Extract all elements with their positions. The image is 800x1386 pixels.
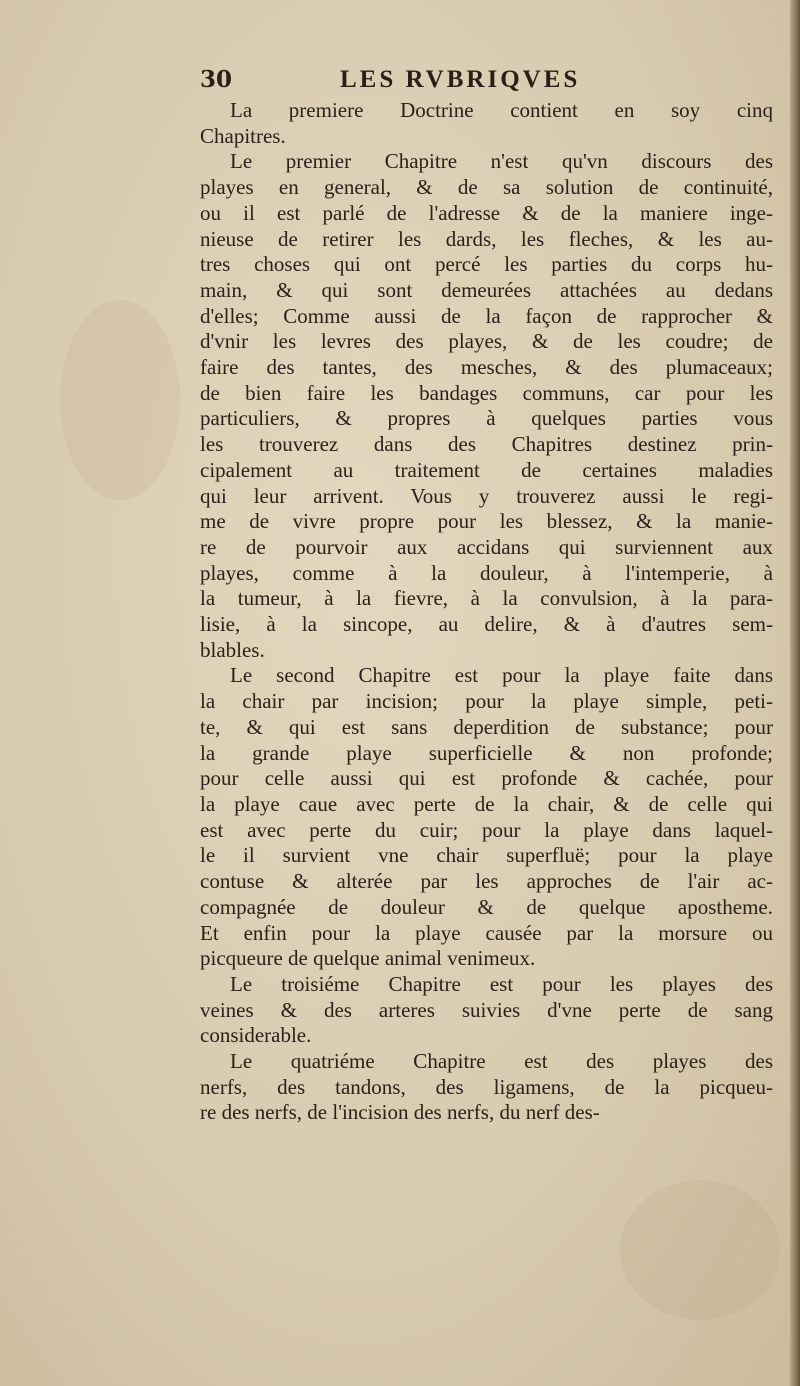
text-line: d'vnir les levres des playes, & de les coudre; de xyxy=(200,329,773,354)
paragraph xyxy=(200,149,773,663)
text-line: playes en general, & de sa solution de continuité, xyxy=(200,175,773,200)
text-line: la chair par incision; pour la playe simple, peti- xyxy=(200,689,773,714)
text-line: re des nerfs, de l'incision des nerfs, du nerf des- xyxy=(200,1100,600,1125)
paragraph xyxy=(200,1049,773,1126)
text-line: considerable. xyxy=(200,1023,312,1048)
text-line: contuse & alterée par les approches de l'air ac- xyxy=(200,869,773,894)
text-line: cipalement au traitement de certaines maladies xyxy=(200,457,773,482)
page-edge-shadow xyxy=(790,0,800,1386)
page-number: 30 xyxy=(200,66,233,93)
paragraph xyxy=(200,663,773,971)
text-line: ou il est parlé de l'adresse & de la maniere inge- xyxy=(200,200,773,225)
text-line: picqueure de quelque animal venimeux. xyxy=(200,946,536,971)
text-line: main, & qui sont demeurées attachées au dedans xyxy=(200,277,773,302)
text-line: veines & des arteres suivies d'vne perte de sang xyxy=(200,997,773,1022)
paper-stain xyxy=(60,300,180,500)
text-line: particuliers, & propres à quelques parties vous xyxy=(200,406,773,431)
page-header xyxy=(200,66,775,102)
text-line: est avec perte du cuir; pour la playe dans laquel- xyxy=(200,817,773,842)
text-line: lisie, à la sincope, au delire, & à d'autres sem- xyxy=(200,612,773,637)
text-line: la tumeur, à la fievre, à la convulsion, à la para- xyxy=(200,586,773,611)
text-line: compagnée de douleur & de quelque aposthеme. xyxy=(200,894,773,919)
text-line: Le premier Chapitre n'est qu'vn discours des xyxy=(230,149,773,174)
text-line: la grande playe superficielle & non profonde; xyxy=(200,740,773,765)
text-line: nerfs, des tandons, des ligamens, de la picqueu- xyxy=(200,1074,773,1099)
text-line: faire des tantes, des mesches, & des plumaceaux; xyxy=(200,355,773,380)
paper-stain xyxy=(620,1180,780,1320)
text-line: Le second Chapitre est pour la playe faite dans xyxy=(230,663,773,688)
text-line: Le troisiéme Chapitre est pour les playes des xyxy=(230,971,773,996)
text-line: La premiere Doctrine contient en soy cinq xyxy=(230,98,773,122)
text-line: qui leur arrivent. Vous y trouverez aussi le regi- xyxy=(200,483,773,508)
text-line: d'elles; Comme aussi de la façon de rapprocher & xyxy=(200,303,773,328)
paragraph xyxy=(200,98,773,149)
body-text xyxy=(200,98,773,1126)
text-line: de bien faire les bandages communs, car pour les xyxy=(200,380,773,405)
text-line: te, & qui est sans deperdition de substance; pour xyxy=(200,714,773,739)
text-line: la playe caue avec perte de la chair, & de celle qui xyxy=(200,791,773,816)
text-line: Et enfin pour la playe causée par la morsure ou xyxy=(200,920,773,945)
text-line: blables. xyxy=(200,637,265,662)
text-line: re de pourvoir aux accidans qui surviennent aux xyxy=(200,534,773,559)
paragraph xyxy=(200,972,773,1049)
text-line: pour celle aussi qui est profonde & cachée, pour xyxy=(200,766,773,791)
text-line: les trouverez dans des Chapitres destinez prin- xyxy=(200,432,773,457)
text-line: tres choses qui ont percé les parties du corps hu- xyxy=(200,252,773,277)
text-line: Chapitres. xyxy=(200,123,286,148)
text-line: nieuse de retirer les dards, les fleches, & les au- xyxy=(200,226,773,251)
text-line: playes, comme à la douleur, à l'intemperie, à xyxy=(200,560,773,585)
running-title: LES RVBRIQVES xyxy=(340,66,581,93)
text-line: me de vivre propre pour les blessez, & la manie- xyxy=(200,509,773,534)
text-line: le il survient vne chair superfluë; pour la playe xyxy=(200,843,773,868)
text-line: Le quatriéme Chapitre est des playes des xyxy=(230,1049,773,1074)
